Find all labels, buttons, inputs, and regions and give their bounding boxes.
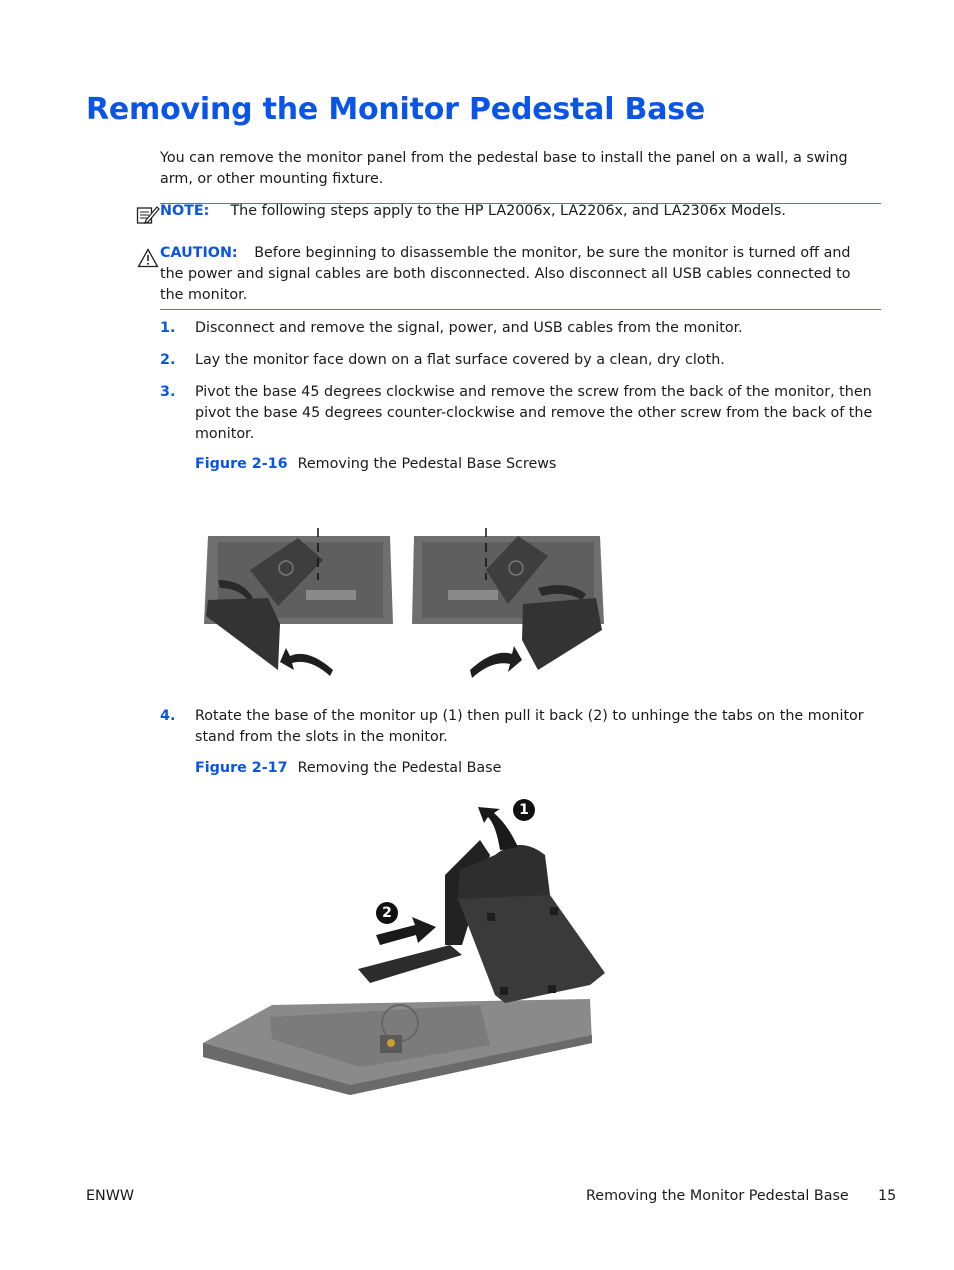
caution-text: Before beginning to disassemble the monitor, be sure the monitor is turned off and the power and signal cables are both disconnected. Also disconnect all USB cables connected to the monitor. [160,245,851,303]
caution-callout [160,243,865,306]
figure-label: Figure 2-17 [195,760,288,776]
footer-page-number: 15 [878,1188,897,1204]
figure-2-17-illustration [200,795,610,1100]
figure-caption [195,456,556,472]
page-title: Removing the Monitor Pedestal Base [86,92,706,127]
footer-section: Removing the Monitor Pedestal Base [586,1188,849,1204]
footer-left: ENWW [86,1188,135,1204]
figure-label: Figure 2-16 [195,456,288,472]
intro-paragraph: You can remove the monitor panel from the pedestal base to install the panel on a wall, a swing arm, or other mounting fixture. [160,150,848,187]
step-number: 3. [160,384,176,400]
note-icon [136,205,160,225]
caution-label: CAUTION: [160,245,238,261]
figure-caption [195,760,501,776]
caution-bottom-rule [160,309,881,310]
figure-caption-text: Removing the Pedestal Base Screws [297,456,557,472]
callout-1-badge: 1 [513,799,535,821]
step-text: Lay the monitor face down on a flat surface covered by a clean, dry cloth. [195,352,725,368]
step-text: Disconnect and remove the signal, power, and USB cables from the monitor. [195,320,743,336]
figure-caption-text: Removing the Pedestal Base [297,760,502,776]
note-callout [160,201,880,222]
step-text: Pivot the base 45 degrees clockwise and remove the screw from the back of the monitor, then pivot the base 45 degrees counter-clockwise and remove the other screw from the back of the monitor. [195,384,873,442]
step-number: 2. [160,352,176,368]
note-label: NOTE: [160,203,210,219]
step-text: Rotate the base of the monitor up (1) then pull it back (2) to unhinge the tabs on the monitor stand from the slots in the monitor. [195,708,864,745]
figure-2-16-illustration [198,520,608,686]
note-text: The following steps apply to the HP LA2006x, LA2206x, and LA2306x Models. [230,203,786,219]
warning-triangle-icon [137,248,159,268]
step-number: 1. [160,320,176,336]
callout-2-badge: 2 [376,902,398,924]
step-number: 4. [160,708,176,724]
